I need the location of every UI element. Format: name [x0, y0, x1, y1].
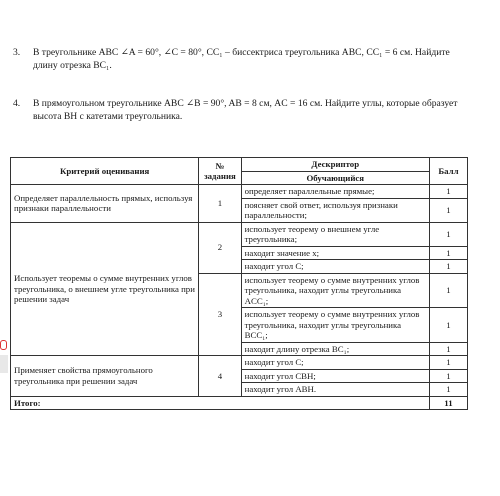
total-row: [11, 396, 468, 410]
descriptor-cell: находит угол CBH;: [241, 369, 429, 383]
score-cell: 1: [429, 273, 467, 308]
header-descriptor: Дескриптор: [241, 158, 429, 172]
header-descriptor-sub: Обучающийся: [241, 171, 429, 185]
header-task-number-line1: №: [215, 160, 225, 171]
score-cell: 1: [429, 185, 467, 199]
task-4: [13, 97, 473, 123]
descriptor-cell: использует теорему о внешнем угле треугольника;: [241, 222, 429, 246]
table-header-row: [11, 158, 468, 172]
task-number-cell: 3: [199, 273, 241, 356]
header-task-number-line2: задания: [204, 171, 236, 181]
descriptor-cell: использует теорему о сумме внутренних углов треугольника, находит углы треугольника BCC₁;: [241, 308, 429, 343]
descriptor-cell: находит длину отрезка BC₁;: [241, 342, 429, 356]
descriptor-cell: находит угол C;: [241, 260, 429, 274]
assessment-table: [10, 157, 468, 410]
total-label: Итого:: [11, 396, 430, 410]
criterion-cell: Определяет параллельность прямых, используя признаки параллельности: [11, 185, 199, 223]
header-score: Балл: [429, 158, 467, 185]
task-3: [13, 46, 473, 72]
score-cell: 1: [429, 260, 467, 274]
header-task-number: [199, 158, 241, 185]
score-cell: 1: [429, 383, 467, 397]
score-cell: 1: [429, 222, 467, 246]
descriptor-cell: поясняет свой ответ, используя признаки параллельности;: [241, 198, 429, 222]
table-row: [11, 356, 468, 370]
task-number-cell: 4: [199, 356, 241, 397]
score-cell: 1: [429, 246, 467, 260]
task-4-number: 4.: [13, 98, 21, 109]
descriptor-cell: находит значение x;: [241, 246, 429, 260]
table-row: [11, 185, 468, 199]
criterion-cell: Применяет свойства прямоугольного треугольника при решении задач: [11, 356, 199, 397]
descriptor-cell: определяет параллельные прямые;: [241, 185, 429, 199]
score-cell: 1: [429, 342, 467, 356]
left-edge-red-mark: [0, 340, 7, 350]
descriptor-cell: находит угол ABH.: [241, 383, 429, 397]
score-cell: 1: [429, 198, 467, 222]
task-number-cell: 1: [199, 185, 241, 223]
task-3-text: В треугольнике ABC ∠A = 60°, ∠C = 80°, CC₁ – биссектриса треугольника ABC, CC₁ = 6 см. Найдите длину отрезка BC₁.: [33, 47, 450, 71]
table-row: [11, 222, 468, 246]
task-3-number: 3.: [13, 47, 21, 58]
score-cell: 1: [429, 308, 467, 343]
descriptor-cell: использует теорему о сумме внутренних углов треугольника, находит углы треугольника ACC₁;: [241, 273, 429, 308]
task-number-cell: 2: [199, 222, 241, 273]
left-edge-fragment: [0, 355, 8, 373]
descriptor-cell: находит угол C;: [241, 356, 429, 370]
total-score: 11: [429, 396, 467, 410]
score-cell: 1: [429, 356, 467, 370]
score-cell: 1: [429, 369, 467, 383]
header-criterion: Критерий оценивания: [11, 158, 199, 185]
criterion-cell: Использует теоремы о сумме внутренних углов треугольника, о внешнем угле треугольника при решении задач: [11, 222, 199, 356]
task-4-text: В прямоугольном треугольнике ABC ∠B = 90°, AB = 8 см, AC = 16 см. Найдите углы, которые образует высота BH с катетами треугольника.: [33, 98, 458, 122]
